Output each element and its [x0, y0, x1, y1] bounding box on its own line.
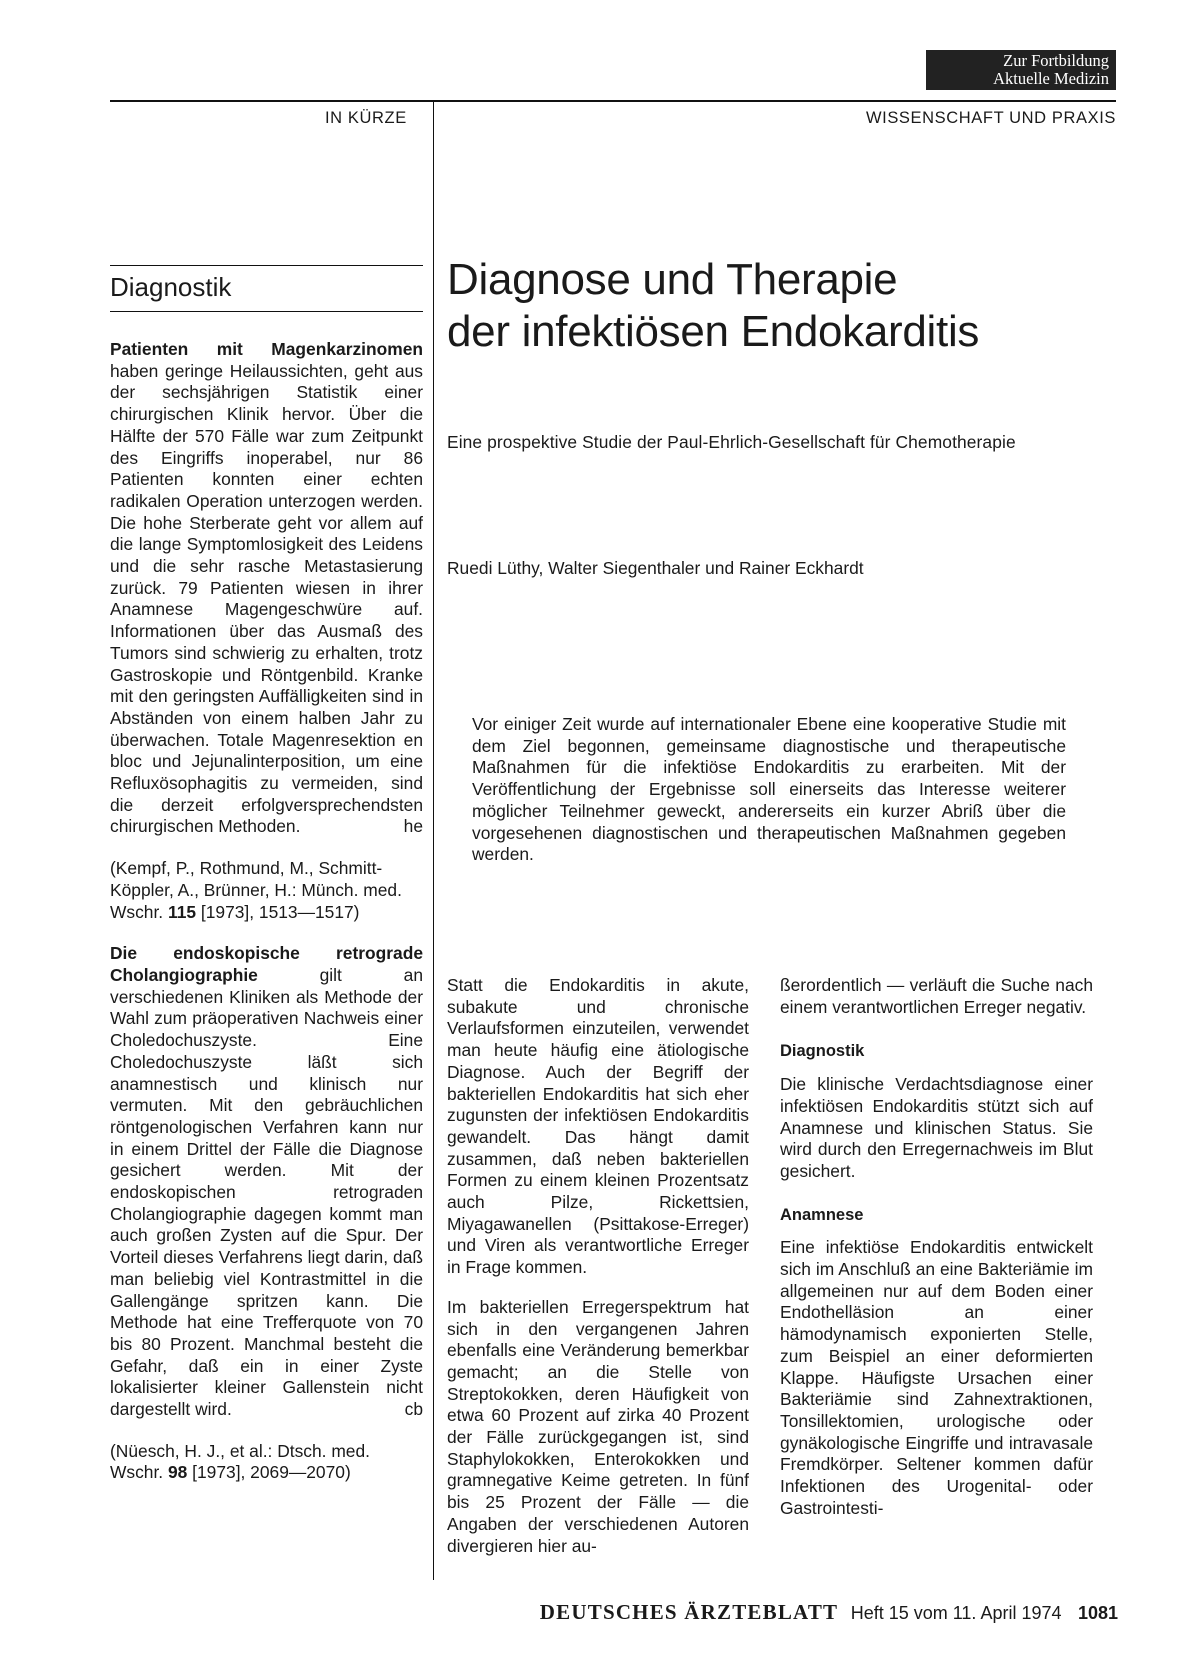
item-1-body: haben geringe Heilaussichten, geht aus der sechsjährigen Statistik einer chirurgischen Klinik hervor. Über die Hälfte der 570 Fälle war zum Zeitpunkt des Eingriffs inoperabel, nur 86 Patienten konnten einer echten radikalen Operation unterzogen werden. Die hohe Sterberate geht vor allem auf die lange Symptomlosigkeit des Leidens und die sehr rasche Metastasierung zurück. 79 Patienten wiesen in ihrer Anamnese Magengeschwüre auf. Informationen über das Ausmaß des Tumors sind schwierig zu erhalten, trotz Gastroskopie und Röntgenbild. Kranke mit den geringsten Auffälligkeiten sind in Abständen von einem halben Jahr zu überwachen. Totale Magenresektion en bloc und Jejunalinterposition, um eine Refluxösophagitis zu vermeiden, sind die derzeit erfolgversprechendsten chirurgischen Methoden.	[110, 360, 423, 837]
footer	[540, 1600, 1118, 1625]
badge-line-1: Zur Fortbildung	[1003, 51, 1109, 70]
left-section-title: Diagnostik	[110, 272, 232, 302]
item-1	[110, 339, 423, 838]
subheading-anamnese: Anamnese	[780, 1205, 864, 1224]
left-section-rule-bottom	[110, 311, 423, 312]
top-rule	[110, 100, 1116, 102]
item-2-ref-volume: 98	[167, 1462, 188, 1483]
badge-line-2: Aktuelle Medizin	[993, 69, 1109, 88]
section-badge	[926, 50, 1116, 90]
footer-page-number: 1081	[1077, 1603, 1118, 1623]
item-1-ref-volume: 115	[167, 901, 197, 922]
footer-issue: Heft 15 vom 11. April 1974	[850, 1603, 1062, 1623]
article-abstract: Vor einiger Zeit wurde auf internationaler Ebene eine kooperative Studie mit dem Ziel begonnen, gemeinsame diagnostische und therapeutische Maßnahmen für die infektiöse Endokarditis zu erarbeiten. Mit der Veröffentlichung der Ergebnisse soll einerseits das Interesse weiterer möglicher Teilnehmer geweckt, andererseits ein kurzer Abriß über die vorgesehenen diagnostischen und therapeutischen Maßnahmen gegeben werden.	[472, 714, 1066, 865]
header-right: WISSENSCHAFT UND PRAXIS	[865, 109, 1116, 127]
article-subtitle: Eine prospektive Studie der Paul-Ehrlich-Gesellschaft für Chemotherapie	[447, 432, 1016, 452]
article-col2-paragraph-1: ßerordentlich — verläuft die Suche nach einem verantwortlichen Erreger negativ.	[780, 975, 1093, 1017]
left-column-text	[110, 339, 423, 1484]
article-col1-paragraph-1: Statt die Endokarditis in akute, subakute und chronische Verlaufsformen einzuteilen, verwendet man heute häufig eine ätiologische Diagnose. Auch der Begriff der bakteriellen Endokarditis hat sich eher zugunsten der infektiösen Endokarditis gewandelt. Das hängt damit zusammen, daß neben bakteriellen Formen zu einem kleinen Prozentsatz auch Pilze, Rickettsien, Miyagawanellen (Psittakose-Erreger) und Viren als verantwortliche Erreger in Frage kommen.	[447, 975, 749, 1278]
article-title-line-1: Diagnose und Therapie	[447, 255, 898, 304]
article-col1-paragraph-2: Im bakteriellen Erregerspektrum hat sich in den vergangenen Jahren ebenfalls eine Veränderung bemerkbar gemacht; an die Stelle von Streptokokken, deren Häufigkeit von etwa 60 Prozent auf zirka 40 Prozent der Fälle zurückgegangen ist, sind Staphylokokken, Enterokokken und gramnegative Keime getreten. In fünf bis 25 Prozent der Fälle — die Angaben der verschiedenen Autoren divergieren hier au-	[447, 1296, 749, 1556]
article-authors: Ruedi Lüthy, Walter Siegenthaler und Rainer Eckhardt	[447, 558, 864, 578]
item-1-reference: (Kempf, P., Rothmund, M., Schmitt-Köppler, A., Brünner, H.: Münch. med. Wschr. 115 [1973], 1513—1517)	[110, 858, 402, 922]
item-2-reference: (Nüesch, H. J., et al.: Dtsch. med. Wschr. 98 [1973], 2069—2070)	[110, 1440, 370, 1483]
item-2-lead: Die endoskopische retrograde Cholangiographie	[110, 943, 423, 985]
item-2-body: gilt an verschiedenen Kliniken als Methode der Wahl zum präoperativen Nachweis einer Choledochuszyste. Eine Choledochuszyste läßt sich anamnestisch und klinisch nur vermuten. Mit den gebräuchlichen röntgenologischen Verfahren kann nur in einem Drittel der Fälle die Diagnose gesichert werden. Mit der endoskopischen retrograden Cholangiographie dagegen kommt man auch großen Zysten auf die Spur. Der Vorteil dieses Verfahrens liegt darin, daß man beliebig viel Kontrastmittel in die Gallengänge spritzen kann. Die Methode hat eine Trefferquote von 70 bis 80 Prozent. Manchmal besteht die Gefahr, daß ein in einer Zyste lokalisierter kleiner Gallenstein nicht dargestellt wird.	[110, 964, 423, 1420]
header-left: IN KÜRZE	[325, 109, 407, 127]
item-2-signature: cb	[404, 1399, 423, 1420]
article-title	[447, 254, 1127, 358]
article-col2-paragraph-2: Die klinische Verdachtsdiagnose einer infektiösen Endokarditis stützt sich auf Anamnese und klinischen Status. Sie wird durch den Erregernachweis im Blut gesichert.	[780, 1074, 1093, 1181]
column-divider	[433, 100, 434, 1580]
item-1-lead: Patienten mit Magenkarzinomen	[110, 339, 423, 359]
article-column-2	[780, 975, 1093, 1519]
article-col2-paragraph-3: Eine infektiöse Endokarditis entwickelt sich im Anschluß an eine Bakteriämie im allgemeinen nur auf dem Boden einer Endothelläsion an einer hämodynamisch exponierten Stelle, zum Beispiel an einer deformierten Klappe. Häufigste Ursachen einer Bakteriämie sind Zahnextraktionen, Tonsillektomien, urologische oder gynäkologische Eingriffe und intravasale Fremdkörper. Seltener kommen dafür Infektionen des Urogenital- oder Gastrointesti-	[780, 1237, 1093, 1518]
left-section-rule	[110, 265, 423, 266]
article-title-line-2: der infektiösen Endokarditis	[447, 307, 980, 356]
item-1-signature: he	[403, 816, 423, 837]
footer-brand: DEUTSCHES ÄRZTEBLATT	[539, 1600, 839, 1624]
subheading-diagnostik: Diagnostik	[780, 1042, 865, 1061]
item-2	[110, 943, 423, 1420]
article-column-1	[447, 975, 749, 1557]
